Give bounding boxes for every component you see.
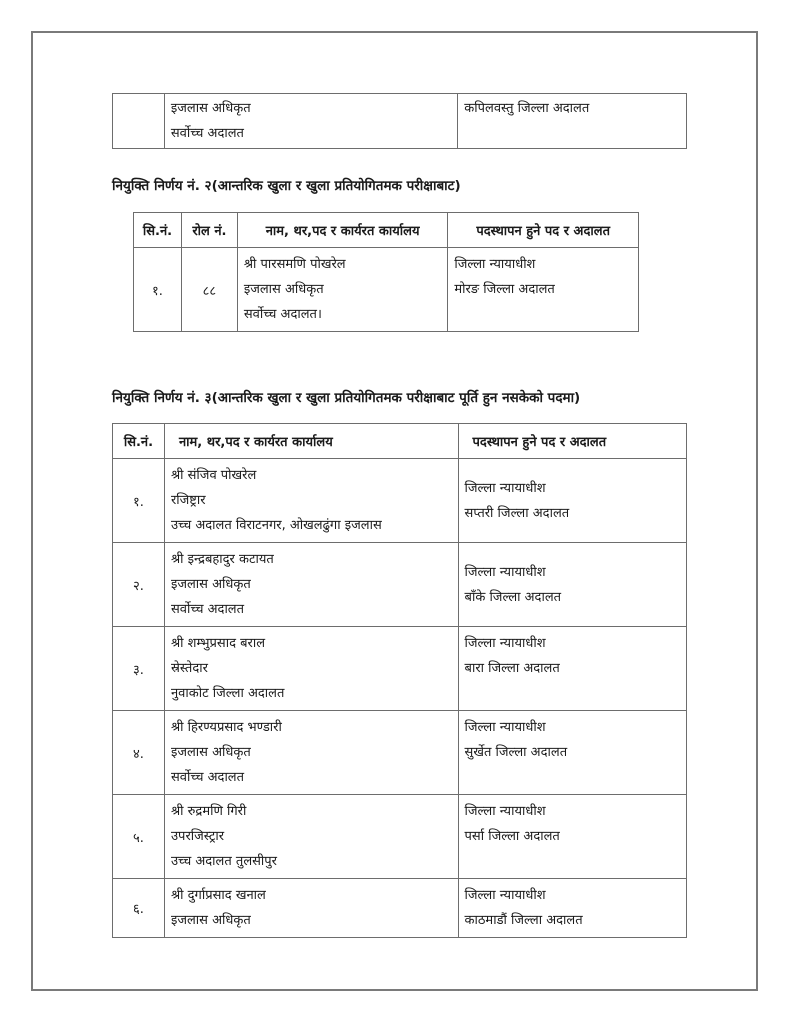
details-cell: [164, 795, 458, 879]
posting-cell: [458, 879, 686, 938]
continuation-table: [112, 93, 687, 149]
details-line: इजलास अधिकृत: [170, 913, 251, 928]
posting-cell: [458, 795, 686, 879]
details-line: स्रेस्तेदार: [170, 661, 208, 676]
details-line: सर्वोच्च अदालत: [170, 126, 244, 141]
details-line: श्री दुर्गाप्रसाद खनाल: [170, 888, 266, 903]
details-line: उपरजिस्ट्रार: [170, 829, 225, 844]
details-cell: [164, 627, 458, 711]
table-row: [113, 711, 687, 795]
details-line: उच्च अदालत तुलसीपुर: [170, 854, 277, 869]
details-line: श्री इन्द्रबहादुर कटायत: [170, 552, 274, 567]
details-line: श्री शम्भुप्रसाद बराल: [170, 636, 266, 651]
posting-line: जिल्ला न्यायाधीश: [454, 257, 536, 272]
posting-cell: [458, 543, 686, 627]
details-line: नुवाकोट जिल्ला अदालत: [170, 686, 285, 701]
posting-line: जिल्ला न्यायाधीश: [464, 564, 546, 580]
serial-cell: १.: [134, 248, 182, 332]
serial-cell: ५.: [113, 795, 165, 879]
serial-cell: [113, 94, 165, 149]
table-row: [113, 459, 687, 543]
table-row: [113, 627, 687, 711]
posting-line: जिल्ला न्यायाधीश: [464, 720, 546, 735]
details-line: इजलास अधिकृत: [170, 745, 251, 760]
details-cell: [164, 459, 458, 543]
serial-cell: २.: [113, 543, 165, 627]
details-line: इजलास अधिकृत: [243, 282, 324, 297]
posting-line: सप्तरी जिल्ला अदालत: [464, 505, 570, 521]
posting-line: सुर्खेत जिल्ला अदालत: [464, 745, 568, 760]
details-line: उच्च अदालत विराटनगर, ओखलढुंगा इजलास: [170, 518, 382, 533]
serial-cell: ३.: [113, 627, 165, 711]
serial-cell: १.: [113, 459, 165, 543]
posting-line: जिल्ला न्यायाधीश: [464, 804, 546, 819]
details-line: सर्वोच्च अदालत: [170, 602, 245, 617]
details-line: श्री रुद्रमणि गिरी: [170, 804, 247, 819]
header-serial: सि.नं.: [113, 424, 165, 459]
section-3-table: [112, 423, 687, 938]
header-posting: पदस्थापन हुने पद र अदालत: [458, 424, 686, 459]
posting-line: काठमाडौं जिल्ला अदालत: [464, 913, 583, 928]
posting-line: बारा जिल्ला अदालत: [464, 661, 560, 676]
section-2-table: [133, 212, 639, 332]
details-cell: [164, 879, 458, 938]
header-serial: सि.नं.: [134, 213, 182, 248]
posting-cell: [458, 711, 686, 795]
details-line: रजिष्ट्रार: [170, 493, 206, 508]
table-row: [134, 248, 639, 332]
header-details: नाम, थर,पद र कार्यरत कार्यालय: [237, 213, 448, 248]
table-row: [113, 543, 687, 627]
serial-cell: ६.: [113, 879, 165, 938]
serial-cell: ४.: [113, 711, 165, 795]
posting-cell: [458, 627, 686, 711]
posting-line: जिल्ला न्यायाधीश: [464, 888, 546, 903]
details-line: इजलास अधिकृत: [170, 577, 251, 592]
details-cell: [237, 248, 448, 332]
posting-line: मोरङ जिल्ला अदालत: [454, 282, 555, 297]
table-row: [113, 94, 687, 149]
details-cell: [164, 543, 458, 627]
posting-line: कपिलवस्तु जिल्ला अदालत: [464, 101, 590, 116]
header-row: [113, 424, 687, 459]
posting-line: जिल्ला न्यायाधीश: [464, 480, 546, 496]
posting-cell: [458, 94, 687, 149]
posting-cell: [448, 248, 639, 332]
header-details: नाम, थर,पद र कार्यरत कार्यालय: [164, 424, 458, 459]
header-row: [134, 213, 639, 248]
table-row: [113, 879, 687, 938]
details-line: श्री संजिव पोखरेल: [170, 468, 257, 483]
header-roll: रोल नं.: [181, 213, 237, 248]
details-line: श्री हिरण्यप्रसाद भण्डारी: [170, 720, 282, 735]
details-cell: [164, 94, 457, 149]
posting-line: बाँके जिल्ला अदालत: [464, 589, 562, 605]
details-line: श्री पारसमणि पोखरेल: [243, 257, 346, 272]
header-posting: पदस्थापन हुने पद र अदालत: [448, 213, 639, 248]
roll-cell: ८८: [181, 248, 237, 332]
section-2-heading: नियुक्ति निर्णय नं. २(आन्तरिक खुला र खुला प्रतियोगितमक परीक्षाबाट): [112, 178, 461, 194]
posting-line: जिल्ला न्यायाधीश: [464, 636, 546, 651]
details-cell: [164, 711, 458, 795]
details-line: सर्वोच्च अदालत: [170, 770, 245, 785]
table-row: [113, 795, 687, 879]
section-3-heading: नियुक्ति निर्णय नं. ३(आन्तरिक खुला र खुला प्रतियोगितमक परीक्षाबाट पूर्ति हुन नसकेको पदमा): [112, 390, 581, 406]
posting-cell: [458, 459, 686, 543]
details-line: सर्वोच्च अदालत।: [243, 307, 322, 322]
posting-line: पर्सा जिल्ला अदालत: [464, 829, 560, 844]
details-line: इजलास अधिकृत: [170, 101, 251, 116]
